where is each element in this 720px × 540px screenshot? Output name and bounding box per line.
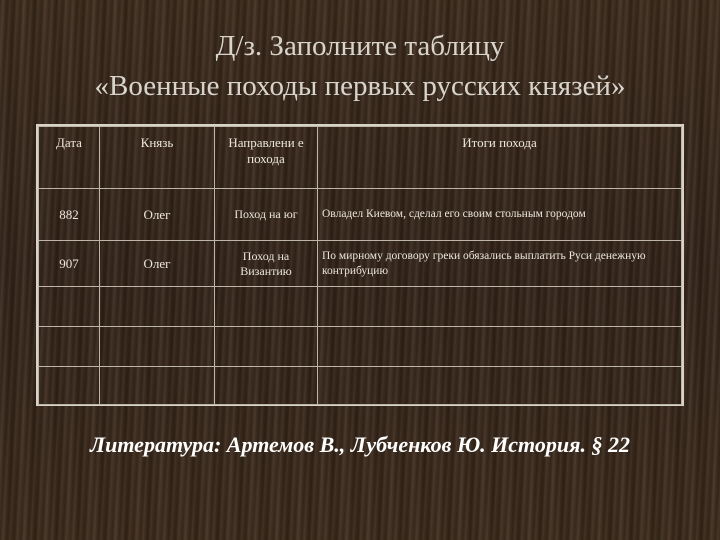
cell-results: По мирному договору греки обязались выплатить Руси денежную контрибуцию — [318, 241, 682, 287]
cell-direction — [215, 367, 318, 405]
table-row — [39, 367, 682, 405]
cell-results — [318, 327, 682, 367]
header-direction: Направлени е похода — [215, 127, 318, 189]
cell-date — [39, 367, 100, 405]
table-header-row — [39, 127, 682, 189]
header-prince: Князь — [100, 127, 215, 189]
table-row — [39, 287, 682, 327]
table-row — [39, 327, 682, 367]
table-row — [39, 241, 682, 287]
cell-prince — [100, 367, 215, 405]
cell-results — [318, 367, 682, 405]
header-date: Дата — [39, 127, 100, 189]
cell-results — [318, 287, 682, 327]
cell-direction — [215, 327, 318, 367]
slide-title — [0, 26, 720, 106]
slide-title-line-2: «Военные походы первых русских князей» — [94, 70, 626, 102]
cell-prince: Олег — [100, 189, 215, 241]
campaigns-table — [36, 124, 684, 406]
cell-prince — [100, 287, 215, 327]
cell-prince: Олег — [100, 241, 215, 287]
cell-date: 882 — [39, 189, 100, 241]
literature-reference: Литература: Артемов В., Лубченков Ю. История. § 22 — [90, 432, 630, 457]
cell-prince — [100, 327, 215, 367]
slide-title-line-1: Д/з. Заполните таблицу — [215, 30, 505, 62]
table-row — [39, 189, 682, 241]
cell-date: 907 — [39, 241, 100, 287]
cell-direction: Поход на Византию — [215, 241, 318, 287]
cell-results: Овладел Киевом, сделал его своим стольным городом — [318, 189, 682, 241]
cell-date — [39, 327, 100, 367]
cell-date — [39, 287, 100, 327]
cell-direction — [215, 287, 318, 327]
cell-direction: Поход на юг — [215, 189, 318, 241]
header-results: Итоги похода — [318, 127, 682, 189]
